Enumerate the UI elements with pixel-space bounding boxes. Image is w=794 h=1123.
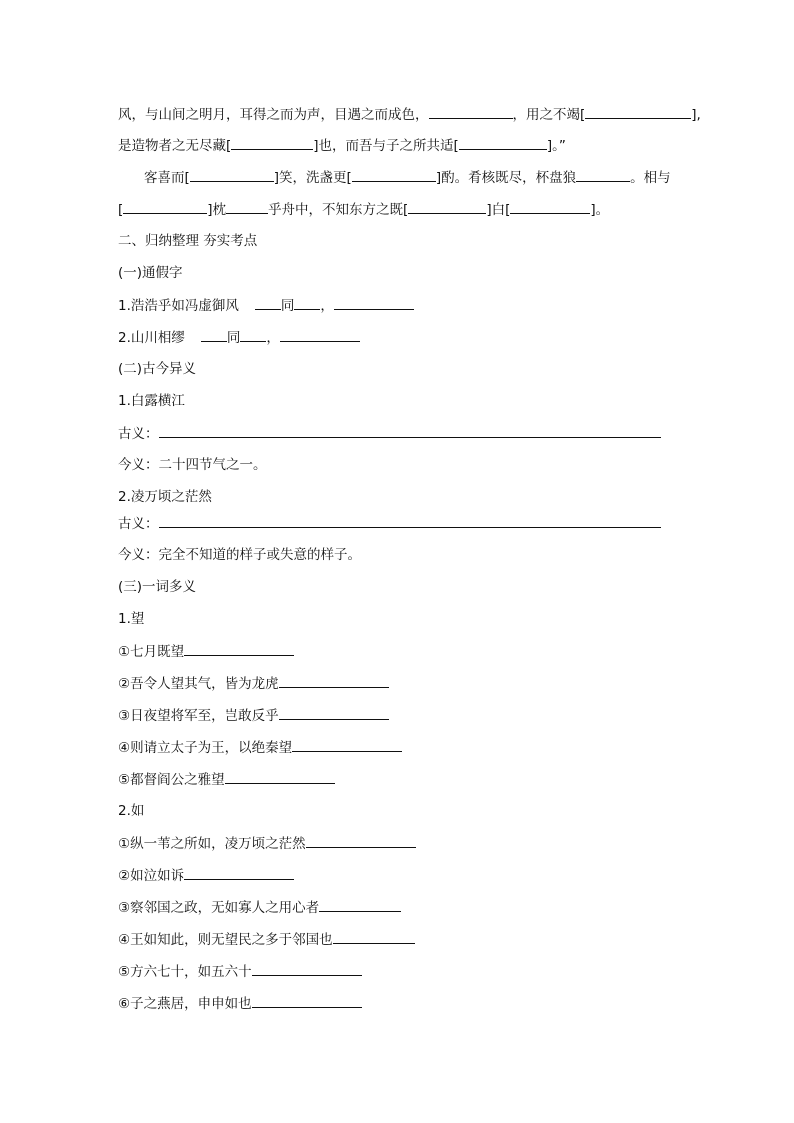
passage-line-1: [118, 105, 701, 124]
gujin-item-2-title: 2.凌万顷之茫然: [118, 489, 212, 505]
fill-blank[interactable]: [184, 642, 294, 656]
item-text: ②如泣如诉: [118, 868, 185, 884]
gujin-item-1-gu: [118, 424, 661, 443]
ru-item: [118, 866, 294, 885]
jin-label: 今义：: [118, 547, 159, 563]
tongjia-item-2: [118, 328, 360, 347]
fill-blank[interactable]: [255, 296, 281, 310]
subsection-heading-tongjia: (一)通假字: [118, 265, 183, 281]
item-text: ②吾令人望其气，皆为龙虎: [118, 676, 279, 692]
fill-blank[interactable]: [252, 994, 362, 1008]
item-text: ④王如知此，则无望民之多于邻国也: [118, 932, 333, 948]
same-label: 同: [226, 330, 241, 346]
item-text: ⑥子之燕居，申申如也: [118, 996, 252, 1012]
gujin-item-1-title: 1.白露横江: [118, 393, 185, 409]
fill-blank[interactable]: [280, 328, 360, 342]
jin-text: 二十四节气之一。: [158, 457, 267, 473]
passage-text: 客喜而[: [144, 170, 190, 186]
fill-blank[interactable]: [294, 296, 320, 310]
same-label: 同: [280, 298, 295, 314]
wang-item: [118, 674, 389, 693]
item-text: ⑤方六七十，如五六十: [118, 964, 252, 980]
fill-blank[interactable]: [334, 296, 414, 310]
passage-text: [: [118, 202, 124, 218]
ru-item: [118, 930, 415, 949]
fill-blank[interactable]: [333, 930, 415, 944]
fill-blank[interactable]: [184, 866, 294, 880]
ru-item: [118, 898, 401, 917]
gu-label: 古义：: [118, 426, 159, 442]
passage-text: ]。”: [546, 138, 566, 154]
item-text: ③日夜望将军至，岂敢反乎: [118, 708, 279, 724]
fill-blank[interactable]: [306, 834, 416, 848]
item-text: ①七月既望: [118, 644, 185, 660]
passage-text: ],: [691, 107, 701, 123]
fill-blank[interactable]: [585, 105, 691, 119]
ru-item: [118, 994, 362, 1013]
passage-text: ]白[: [486, 202, 511, 218]
fill-blank[interactable]: [429, 105, 513, 119]
comma: ，: [266, 330, 280, 346]
passage-line-4: [118, 200, 609, 219]
item-text: 2.山川相缪: [118, 330, 185, 346]
passage-text: ]枕: [207, 202, 227, 218]
passage-text: ，用之不竭[: [512, 107, 586, 123]
fill-blank[interactable]: [576, 168, 630, 182]
fill-blank[interactable]: [252, 962, 362, 976]
item-text: ①纵一苇之所如，凌万顷之茫然: [118, 836, 306, 852]
ru-item: [118, 962, 362, 981]
wang-item: [118, 770, 335, 789]
fill-blank[interactable]: [201, 328, 227, 342]
fill-blank[interactable]: [279, 674, 389, 688]
fill-blank[interactable]: [123, 200, 207, 214]
wang-item: [118, 738, 402, 757]
jin-label: 今义：: [118, 457, 159, 473]
gujin-item-2-gu: [118, 514, 661, 533]
fill-blank[interactable]: [408, 200, 486, 214]
fill-blank[interactable]: [240, 328, 266, 342]
passage-text: 乎舟中，不知东方之既[: [268, 202, 409, 218]
fill-blank[interactable]: [159, 514, 661, 528]
fill-blank[interactable]: [319, 898, 401, 912]
wang-item: [118, 706, 389, 725]
word-title-wang: 1.望: [118, 611, 145, 627]
passage-line-3: [144, 168, 671, 187]
fill-blank[interactable]: [352, 168, 436, 182]
passage-text: ]酌。肴核既尽，杯盘狼: [435, 170, 577, 186]
subsection-heading-gujin: (二)古今异义: [118, 361, 197, 377]
passage-text: 风，与山间之明月，耳得之而为声，目遇之而成色，: [118, 107, 429, 123]
item-text: ④则请立太子为王，以绝秦望: [118, 740, 293, 756]
fill-blank[interactable]: [231, 136, 313, 150]
wang-item: [118, 642, 294, 661]
passage-text: ]也，而吾与子之所共适[: [313, 138, 459, 154]
fill-blank[interactable]: [279, 706, 389, 720]
item-text: ⑤都督阎公之雅望: [118, 772, 225, 788]
item-text: 1.浩浩乎如冯虚御风: [118, 298, 239, 314]
fill-blank[interactable]: [510, 200, 590, 214]
passage-text: ]。: [590, 202, 610, 218]
tongjia-item-1: [118, 296, 414, 315]
section-heading: 二、归纳整理 夯实考点: [118, 233, 258, 249]
word-title-ru: 2.如: [118, 803, 145, 819]
fill-blank[interactable]: [226, 200, 268, 214]
ru-item: [118, 834, 416, 853]
passage-text: ]笑，洗盏更[: [273, 170, 352, 186]
fill-blank[interactable]: [225, 770, 335, 784]
fill-blank[interactable]: [190, 168, 274, 182]
subsection-heading-yici: (三)一词多义: [118, 579, 197, 595]
gu-label: 古义：: [118, 516, 159, 532]
fill-blank[interactable]: [159, 424, 661, 438]
item-text: ③察邻国之政，无如寡人之用心者: [118, 900, 320, 916]
comma: ，: [320, 298, 334, 314]
fill-blank[interactable]: [292, 738, 402, 752]
passage-text: 是造物者之无尽藏[: [118, 138, 232, 154]
jin-text: 完全不知道的样子或失意的样子。: [158, 547, 361, 563]
passage-text: 。相与: [630, 170, 671, 186]
gujin-item-1-jin: [118, 456, 267, 474]
gujin-item-2-jin: [118, 546, 361, 564]
passage-line-2: [118, 136, 566, 155]
fill-blank[interactable]: [459, 136, 547, 150]
